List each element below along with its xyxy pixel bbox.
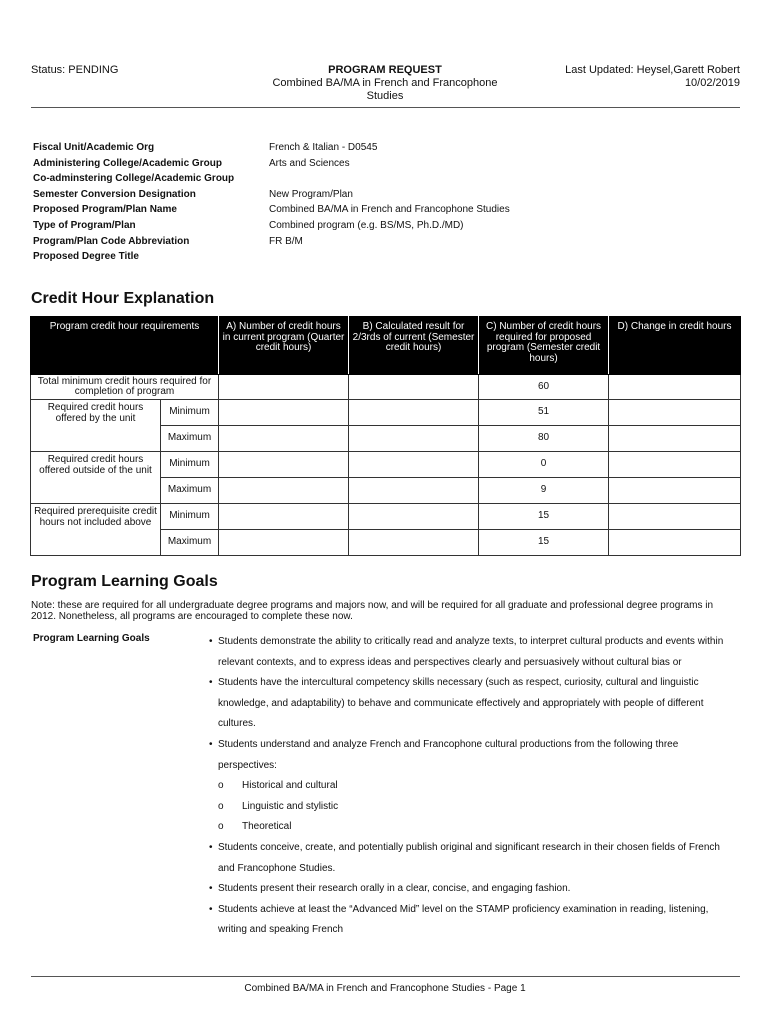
sub-goal-text: Theoretical [242,821,292,833]
table-row [31,504,741,530]
goal-text: Students present their research orally in a clear, concise, and engaging fashion. [218,883,571,895]
sub-bullet-icon: o [218,780,224,792]
cell-a [219,375,349,400]
col-header-b: B) Calculated result for 2/3rds of current (Semester credit hours) [349,317,479,375]
page-header-title [250,64,520,103]
list-item [207,673,737,694]
row-sublabel-max: Maximum [161,426,219,452]
cell-d [609,530,741,556]
last-updated-by: Last Updated: Heysel,Garett Robert [565,64,740,76]
header-divider [31,107,740,108]
cell-d [609,478,741,504]
cell-b [349,478,479,504]
info-value: French & Italian - D0545 [269,142,378,153]
status-label: Status: PENDING [31,64,119,76]
info-label: Type of Program/Plan [33,219,136,231]
cell-unit-max-c: 80 [479,426,609,452]
info-value: Combined program (e.g. BS/MS, Ph.D./MD) [269,219,464,231]
cell-b [349,504,479,530]
list-item [207,632,737,653]
goal-continuation: perspectives: [218,759,277,771]
goal-text: Students conceive, create, and potentially publish original and significant research in their chosen fields of French [218,841,720,853]
table-row [31,452,741,478]
table-row [31,375,741,400]
list-item [207,879,737,900]
footer-divider [31,976,740,977]
row-sublabel-min: Minimum [161,400,219,426]
program-name-line1: Combined BA/MA in French and Francophone [272,77,498,89]
sub-bullet-icon: o [218,800,224,812]
sub-list-item [207,776,737,797]
row-label-unit: Required credit hours offered by the unit [31,400,161,452]
col-header-requirements: Program credit hour requirements [31,317,219,375]
cell-prereq-min-c: 15 [479,504,609,530]
row-sublabel-min: Minimum [161,452,219,478]
cell-a [219,530,349,556]
cell-unit-min-c: 51 [479,400,609,426]
info-label: Proposed Degree Title [33,251,139,263]
sub-list-item [207,817,737,838]
list-item [207,900,737,921]
goal-continuation: and Francophone Studies. [218,862,336,874]
goal-text: Students demonstrate the ability to critically read and analyze texts, to interpret cultural products and events within [218,636,724,647]
bullet-icon: • [209,841,213,853]
cell-b [349,452,479,478]
bullet-icon: • [209,677,213,689]
row-label-total: Total minimum credit hours required for completion of program [31,375,219,400]
bullet-icon: • [209,883,213,895]
goal-text: Students have the intercultural competency skills necessary (such as respect, curiosity, cultural and linguistic [218,677,699,689]
last-updated [565,64,740,90]
goal-continuation: knowledge, and adaptability) to behave and communicate effectively and appropriately with people of different [218,697,704,709]
info-value: Combined BA/MA in French and Francophone Studies [269,204,510,216]
cell-total-c: 60 [479,375,609,400]
last-updated-date: 10/02/2019 [684,77,740,89]
learning-goals-label: Program Learning Goals [33,633,150,644]
row-label-outside: Required credit hours offered outside of the unit [31,452,161,504]
cell-prereq-max-c: 15 [479,530,609,556]
cell-b [349,426,479,452]
info-label: Co-adminstering College/Academic Group [33,173,235,185]
cell-d [609,375,741,400]
col-header-a: A) Number of credit hours in current program (Quarter credit hours) [219,317,349,375]
row-sublabel-max: Maximum [161,478,219,504]
cell-a [219,452,349,478]
list-item [207,735,737,756]
cell-a [219,426,349,452]
info-label: Program/Plan Code Abbreviation [33,235,190,247]
list-item [207,838,737,859]
row-label-prereq: Required prerequisite credit hours not included above [31,504,161,556]
page-footer: Combined BA/MA in French and Francophone Studies - Page 1 [244,983,526,994]
cell-d [609,400,741,426]
info-label: Administering College/Academic Group [33,157,222,169]
goal-continuation: relevant contexts, and to express ideas and perspectives clearly and persuasively without cultural bias or [218,656,682,668]
goal-text: Students achieve at least the “Advanced Mid” level on the STAMP proficiency examination in reading, listening, [218,903,709,915]
cell-outside-min-c: 0 [479,452,609,478]
bullet-icon: • [209,636,213,647]
col-header-d: D) Change in credit hours [609,317,741,375]
learning-goals-note: Note: these are required for all undergraduate degree programs and majors now, and will be required for all graduate and professional degree programs in 2012. Nonetheless, all programs are encouraged to complete these now. [31,600,714,622]
cell-a [219,504,349,530]
info-label: Proposed Program/Plan Name [33,204,177,216]
row-sublabel-max: Maximum [161,530,219,556]
sub-goal-text: Linguistic and stylistic [242,800,339,812]
info-value: Arts and Sciences [269,157,350,169]
cell-a [219,478,349,504]
bullet-icon: • [209,738,213,750]
info-label: Fiscal Unit/Academic Org [33,142,155,153]
cell-outside-max-c: 9 [479,478,609,504]
program-name-line2: Studies [366,90,404,102]
cell-a [219,400,349,426]
credit-hour-table [30,316,741,556]
info-value: FR B/M [269,235,303,247]
cell-d [609,504,741,530]
goal-continuation: writing and speaking French [218,924,344,936]
info-label: Semester Conversion Designation [33,188,196,200]
info-value: New Program/Plan [269,188,353,200]
goal-text: Students understand and analyze French and Francophone cultural productions from the following three [218,738,679,750]
col-header-c: C) Number of credit hours required for proposed program (Semester credit hours) [479,317,609,375]
learning-goals-heading: Program Learning Goals [31,573,218,590]
credit-hour-heading: Credit Hour Explanation [31,290,215,307]
cell-b [349,530,479,556]
cell-d [609,426,741,452]
sub-list-item [207,797,737,818]
learning-goals-list [207,632,737,941]
sub-bullet-icon: o [218,821,224,833]
table-row [31,400,741,426]
cell-b [349,375,479,400]
cell-b [349,400,479,426]
goal-continuation: cultures. [218,718,256,730]
document-title: PROGRAM REQUEST [328,64,442,76]
sub-goal-text: Historical and cultural [242,780,338,792]
cell-d [609,452,741,478]
bullet-icon: • [209,903,213,915]
row-sublabel-min: Minimum [161,504,219,530]
